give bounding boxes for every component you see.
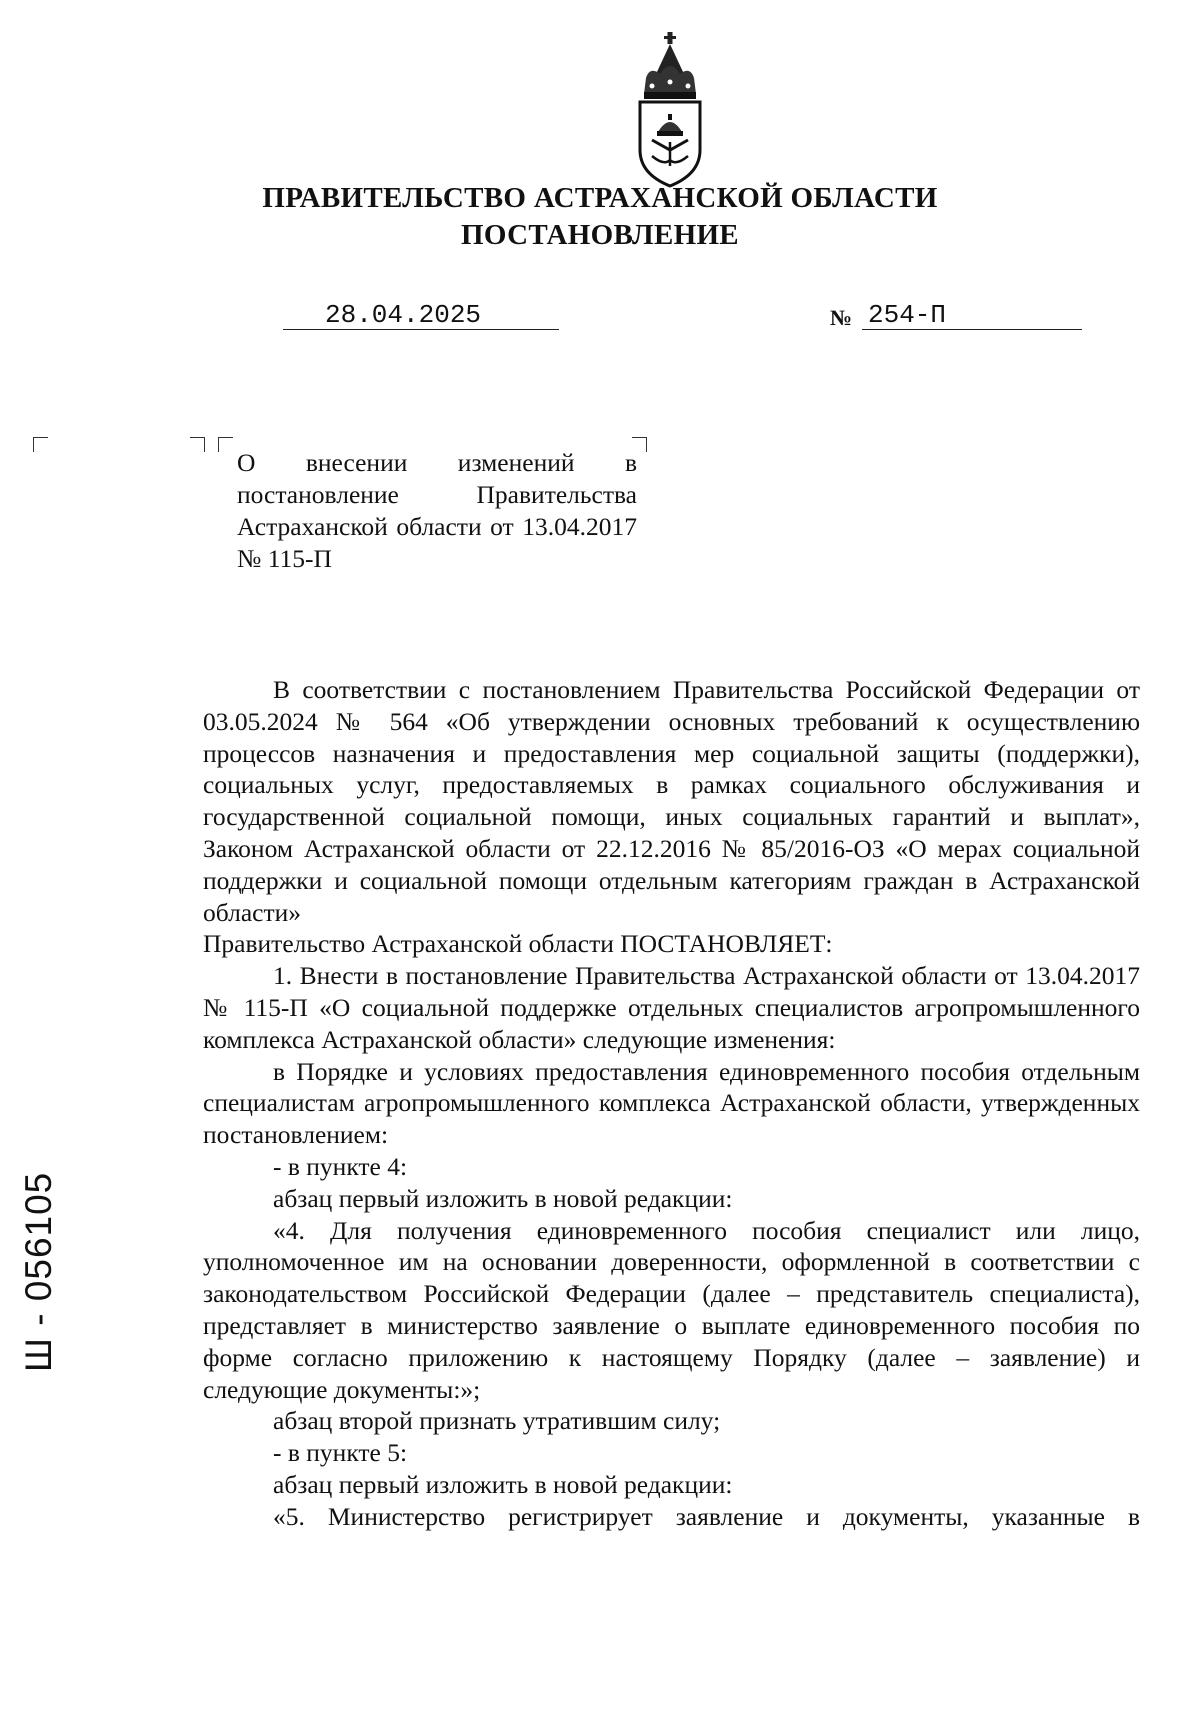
date-underline — [283, 329, 559, 330]
clause-1-paragraph: 1. Внести в постановление Правительства Астраханской области от 13.04.2017 № 115-П «О социальной поддержке отдельных специалистов агропромышленного комплекса Астраханской области» следующие изменения: — [203, 961, 1140, 1054]
corner-mark-left — [33, 437, 48, 452]
margin-serial-stamp: Ш - 056105 — [18, 1171, 59, 1372]
procedure-paragraph: в Порядке и условиях предоставления единовременного пособия отдельным специалистам агропромышленного комплекса Астраханской области, утвержденных постановлением: — [203, 1056, 1140, 1150]
document-number: 254-П — [868, 300, 947, 330]
document-date: 28.04.2025 — [325, 300, 482, 330]
item-4-new-text: «4. Для получения единовременного пособия специалист или лицо, уполномоченное им на основании доверенности, оформленной в соответствии с законодательством Российской Федерации (далее – представитель специалиста), представляет в министерство заявление о выплате единовременного пособия по форме согласно приложению к настоящему Порядку (далее – заявление) и следующие документы:»; — [203, 1215, 1140, 1404]
item-5-heading: - в пункте 5: — [273, 1438, 408, 1468]
item-4-repeal: абзац второй признать утратившим силу; — [273, 1406, 721, 1436]
item-5-instruction: абзац первый изложить в новой редакции: — [273, 1469, 733, 1499]
document-body — [203, 674, 1140, 1533]
document-type: ПОСТАНОВЛЕНИЕ — [461, 219, 739, 251]
preamble-paragraph: В соответствии с постановлением Правительства Российской Федерации от 03.05.2024 № 564 «Об утверждении основных требований к осуществлению процессов назначения и предоставления мер социальной защиты (поддержки), социальных услуг, предоставляемых в рамках социального обслуживания и государственной социальной помощи, иных социальных гарантий и выплат», Законом Астраханской области от 22.12.2016 № 85/2016-ОЗ «О мерах социальной поддержки и социальной помощи отдельным категориям граждан в Астраханской области» — [203, 675, 1140, 927]
resolution-paragraph: Правительство Астраханской области ПОСТАНОВЛЯЕТ: — [203, 929, 833, 959]
number-underline — [862, 329, 1082, 330]
item-4-heading: - в пункте 4: — [273, 1151, 408, 1181]
astrakhan-coat-of-arms-icon — [630, 28, 710, 188]
corner-mark-left-inner — [190, 437, 205, 452]
item-4-instruction: абзац первый изложить в новой редакции: — [273, 1183, 733, 1213]
document-subject: О внесении изменений в постановление Правительства Астраханской области от 13.04.2017 № 115-П — [237, 448, 637, 573]
item-5-new-text: «5. Министерство регистрирует заявление и документы, указанные в — [273, 1501, 1140, 1531]
government-name: ПРАВИТЕЛЬСТВО АСТРАХАНСКОЙ ОБЛАСТИ — [262, 182, 938, 214]
corner-mark-right-inner — [218, 437, 233, 452]
number-sign: № — [830, 305, 853, 330]
